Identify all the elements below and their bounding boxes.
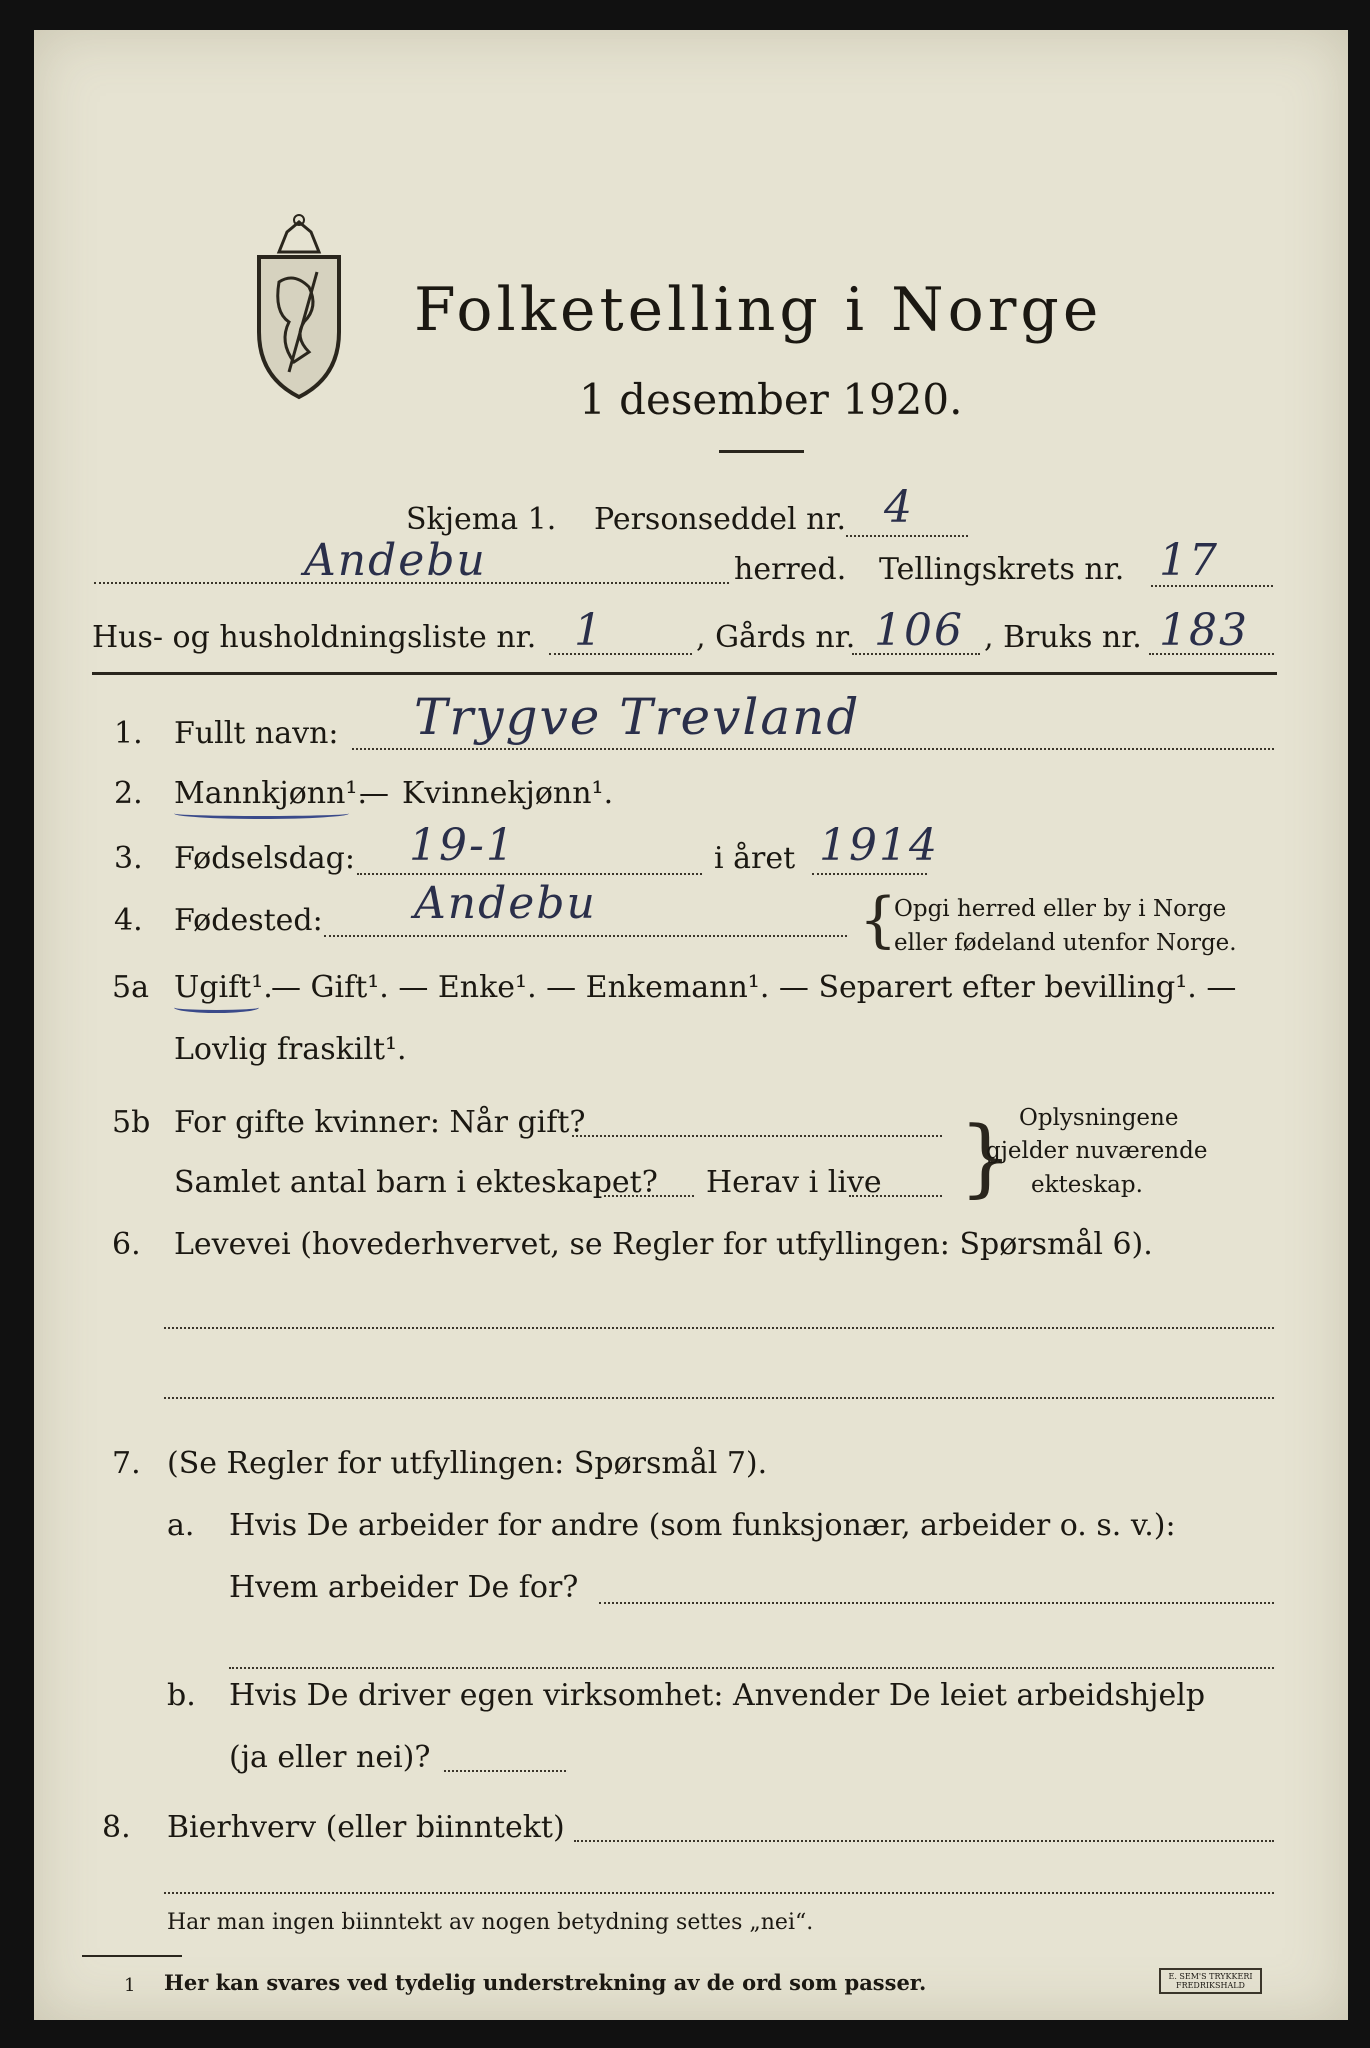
title-divider <box>719 450 804 453</box>
q5a-line2[interactable]: Lovlig fraskilt¹. <box>174 1032 407 1067</box>
q7b-line2: (ja eller nei)? <box>229 1740 431 1775</box>
q7b-dots[interactable] <box>444 1770 566 1772</box>
q8-dots[interactable] <box>574 1840 1274 1842</box>
q8-number: 8. <box>102 1810 131 1845</box>
q5b-note3: ekteskap. <box>1031 1172 1143 1198</box>
q5b-line1: For gifte kvinner: Når gift? <box>174 1105 586 1140</box>
q1-number: 1. <box>114 716 143 751</box>
footnote-divider <box>82 1955 182 1957</box>
header-divider <box>92 672 1277 675</box>
q7b-letter: b. <box>167 1678 196 1713</box>
q6-number: 6. <box>112 1227 141 1262</box>
q5b-line2a-dots <box>604 1195 694 1197</box>
q5a-options[interactable]: — Gift¹. — Enke¹. — Enkemann¹. — Separert efter bevilling¹. — <box>271 970 1237 1005</box>
q5b-brace: } <box>959 1108 1013 1206</box>
q6-answer-line1[interactable] <box>164 1327 1274 1329</box>
q3-number: 3. <box>114 841 143 876</box>
personseddel-value[interactable]: 4 <box>884 482 914 533</box>
q3-value[interactable]: 19-1 <box>409 820 516 871</box>
q2-female[interactable]: Kvinnekjønn¹. <box>402 776 614 811</box>
q7a-dots[interactable] <box>599 1602 1274 1604</box>
q7a-line2: Hvem arbeider De for? <box>229 1570 579 1605</box>
q5a-ugift[interactable]: Ugift¹. <box>174 970 273 1005</box>
q5a-ugift-underline <box>174 1002 259 1013</box>
herred-value[interactable]: Andebu <box>304 535 487 586</box>
q5b-line2a: Samlet antal barn i ekteskapet? <box>174 1165 658 1200</box>
q5b-line2b: Herav i live <box>706 1165 882 1200</box>
gards-value[interactable]: 106 <box>874 605 964 656</box>
hus-value[interactable]: 1 <box>574 605 604 656</box>
q4-value[interactable]: Andebu <box>414 878 597 929</box>
personseddel-dots <box>846 535 968 537</box>
gards-label: , Gårds nr. <box>696 620 856 655</box>
q7-label: (Se Regler for utfyllingen: Spørsmål 7). <box>167 1446 768 1481</box>
q8-answer-line2[interactable] <box>164 1892 1274 1894</box>
footnote-text: Her kan svares ved tydelig understrekning av de ord som passer. <box>164 1970 927 1995</box>
census-form-page <box>34 30 1348 2020</box>
q5b-line2b-dots <box>849 1195 942 1197</box>
q4-dots <box>324 935 847 937</box>
personseddel-label: Personseddel nr. <box>594 502 847 537</box>
form-title: Folketelling i Norge <box>414 275 1103 345</box>
q3-label: Fødselsdag: <box>174 841 355 876</box>
q7-number: 7. <box>112 1446 141 1481</box>
bruks-label: , Bruks nr. <box>984 620 1142 655</box>
q4-note-line2: eller fødeland utenfor Norge. <box>894 930 1237 956</box>
bruks-value[interactable]: 183 <box>1159 605 1249 656</box>
q7a-line1: Hvis De arbeider for andre (som funksjonær, arbeider o. s. v.): <box>229 1508 1176 1543</box>
q4-note-line1: Opgi herred eller by i Norge <box>894 896 1227 922</box>
q5b-number: 5b <box>112 1105 151 1140</box>
q3-year-value[interactable]: 1914 <box>819 820 939 871</box>
q6-answer-line2[interactable] <box>164 1397 1274 1399</box>
q5b-note1: Oplysningene <box>1019 1105 1179 1131</box>
hus-dots <box>549 653 692 655</box>
q5b-note2: gjelder nuværende <box>986 1138 1208 1164</box>
q3-year-dots <box>812 873 927 875</box>
q2-male[interactable]: Mannkjønn¹. <box>174 776 367 811</box>
q1-value[interactable]: Trygve Trevland <box>414 688 861 746</box>
q3-year-label: i året <box>714 841 796 876</box>
q6-label: Levevei (hovederhvervet, se Regler for utfyllingen: Spørsmål 6). <box>174 1227 1153 1262</box>
q1-dots <box>352 748 1274 750</box>
printer-stamp: E. SEM'S TRYKKERI FREDRIKSHALD <box>1159 1968 1262 1994</box>
footnote-number: 1 <box>124 1975 136 1996</box>
q2-male-underline <box>174 808 349 819</box>
skjema-label: Skjema 1. <box>406 502 557 537</box>
herred-label: herred. <box>734 552 847 587</box>
q4-number: 4. <box>114 903 143 938</box>
hus-label: Hus- og husholdningsliste nr. <box>92 620 537 655</box>
tellingskrets-label: Tellingskrets nr. <box>879 552 1125 587</box>
q7a-answer-line2[interactable] <box>229 1667 1274 1669</box>
coat-of-arms-icon <box>249 212 349 402</box>
q7b-line1: Hvis De driver egen virksomhet: Anvender De leiet arbeidshjelp <box>229 1678 1206 1713</box>
q2-separator: — <box>359 776 389 811</box>
q8-label: Bierhverv (eller biinntekt) <box>167 1810 565 1845</box>
q2-number: 2. <box>114 776 143 811</box>
q5b-line1-dots <box>572 1135 942 1137</box>
q1-label: Fullt navn: <box>174 716 339 751</box>
q7a-letter: a. <box>167 1508 195 1543</box>
q4-brace: { <box>859 885 898 955</box>
tellingskrets-value[interactable]: 17 <box>1159 535 1219 586</box>
q4-label: Fødested: <box>174 903 323 938</box>
q5a-number: 5a <box>112 970 149 1005</box>
form-date: 1 desember 1920. <box>579 375 963 424</box>
biinntekt-note: Har man ingen biinntekt av nogen betydning settes „nei“. <box>167 1910 814 1935</box>
q3-dots <box>357 873 702 875</box>
